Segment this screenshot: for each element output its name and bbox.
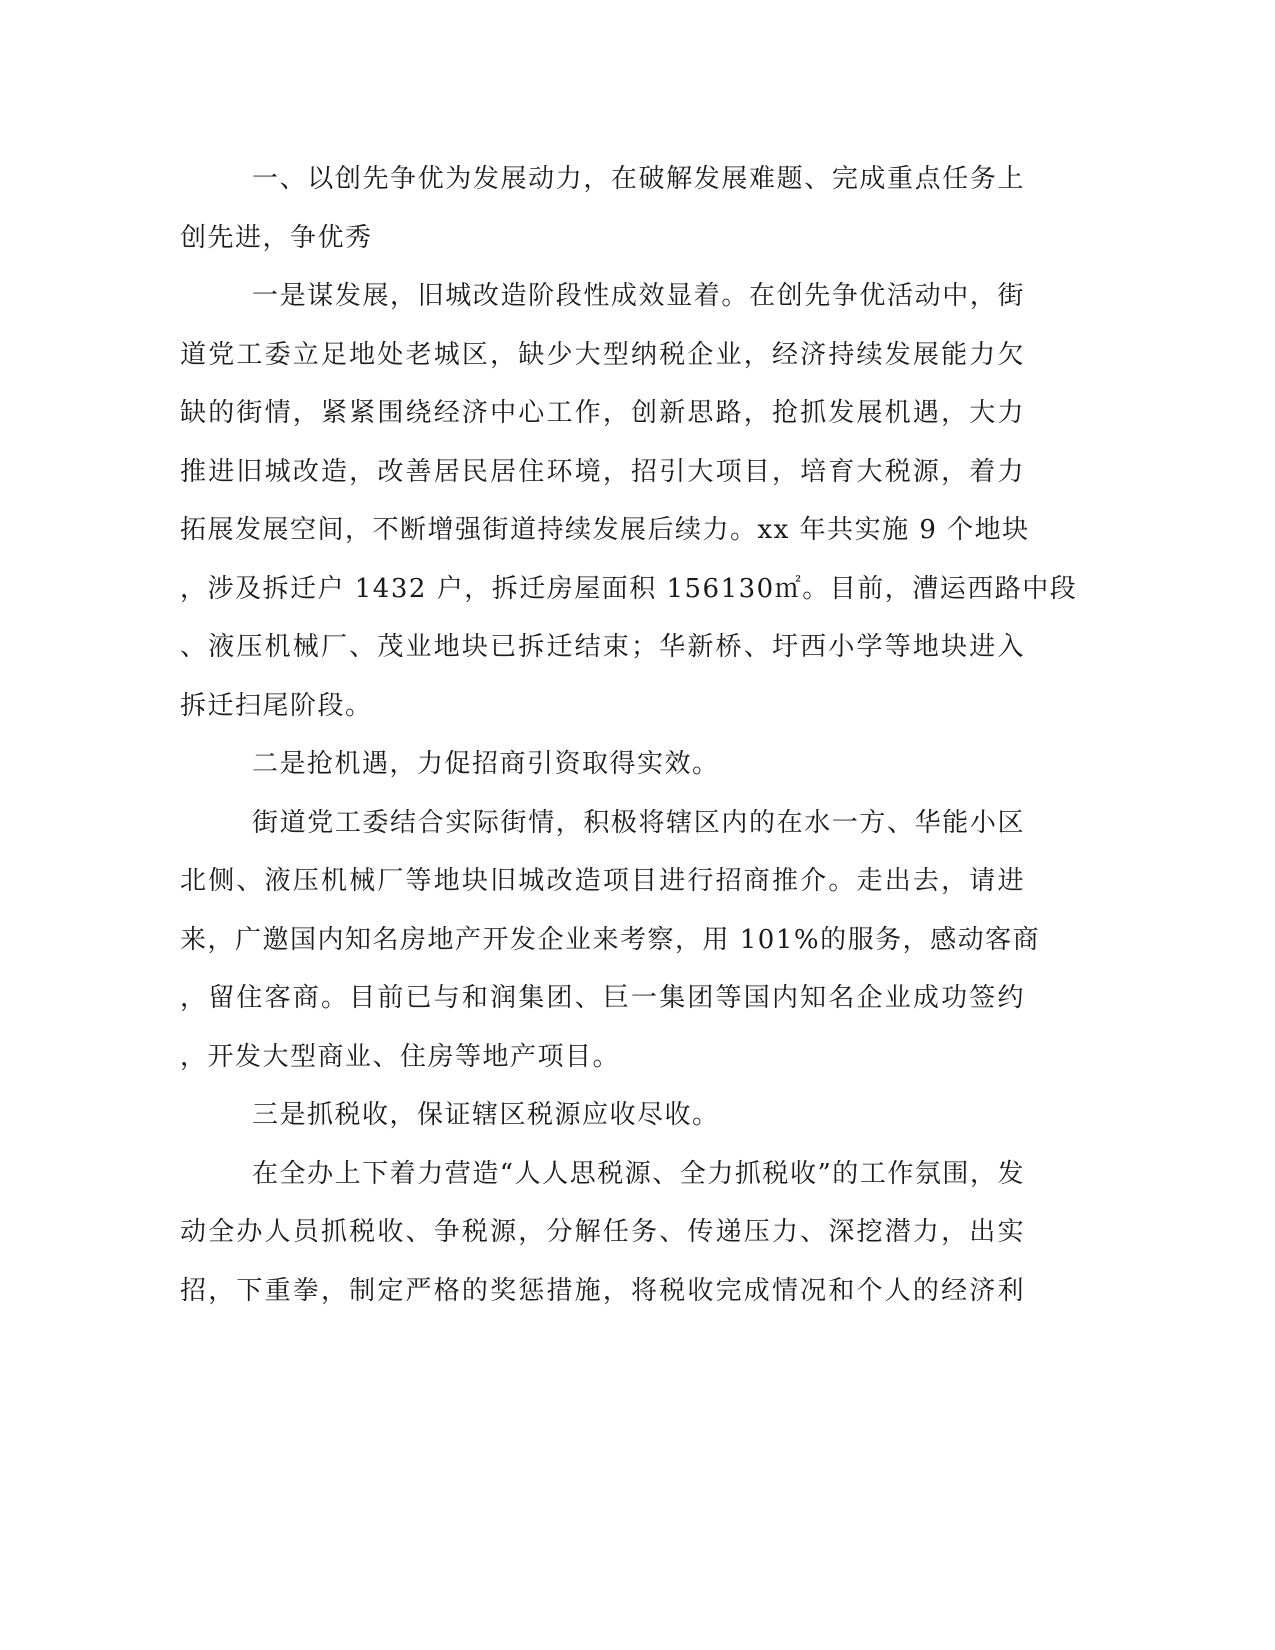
text-line: 缺的街情，紧紧围绕经济中心工作，创新思路，抢抓发展机遇，大力 [180,398,1025,428]
text-line: 街道党工委结合实际街情，积极将辖区内的在水一方、华能小区 [252,807,1025,838]
text-line: 动全办人员抓税收、争税源，分解任务、传递压力、深挖潜力，出实 [180,1217,1025,1247]
text-line: 三是抓税收，保证辖区税源应收尽收。 [252,1100,720,1130]
text-line: 来，广邀国内知名房地产开发企业来考察，用 101%的服务，感动客商 [180,924,1041,955]
text-line: 二是抢机遇，力促招商引资取得实效。 [252,749,720,779]
text-line: 北侧、液压机械厂等地块旧城改造项目进行招商推介。走出去，请进 [180,866,1025,896]
text-line: ，开发大型商业、住房等地产项目。 [180,1041,621,1072]
text-line: 在全办上下着力营造“人人思税源、全力抓税收”的工作氛围，发 [252,1158,1025,1189]
text-line: 拓展发展空间，不断增强街道持续发展后续力。xx 年共实施 9 个地块 [180,515,1030,545]
text-line: ，涉及拆迁户 1432 户，拆迁房屋面积 156130㎡。目前，漕运西路中段 [180,573,1078,604]
text-line: 创先进，争优秀 [180,222,373,253]
text-line: 一是谋发展，旧城改造阶段性成效显着。在创先争优活动中，街 [252,281,1025,311]
text-line: ，留住客商。目前已与和润集团、巨一集团等国内知名企业成功签约 [180,983,1025,1013]
text-line: 道党工委立足地处老城区，缺少大型纳税企业，经济持续发展能力欠 [180,339,1025,370]
text-line: 推进旧城改造，改善居民居住环境，招引大项目，培育大税源，着力 [180,456,1025,487]
text-line: 招，下重拳，制定严格的奖惩措施，将税收完成情况和个人的经济利 [180,1275,1025,1306]
document-body [180,150,1078,1320]
text-line: 一、以创先争优为发展动力，在破解发展难题、完成重点任务上 [252,164,1025,194]
text-line: 拆迁扫尾阶段。 [180,690,373,721]
text-line: 、液压机械厂、茂业地块已拆迁结束；华新桥、圩西小学等地块进入 [180,632,1025,662]
